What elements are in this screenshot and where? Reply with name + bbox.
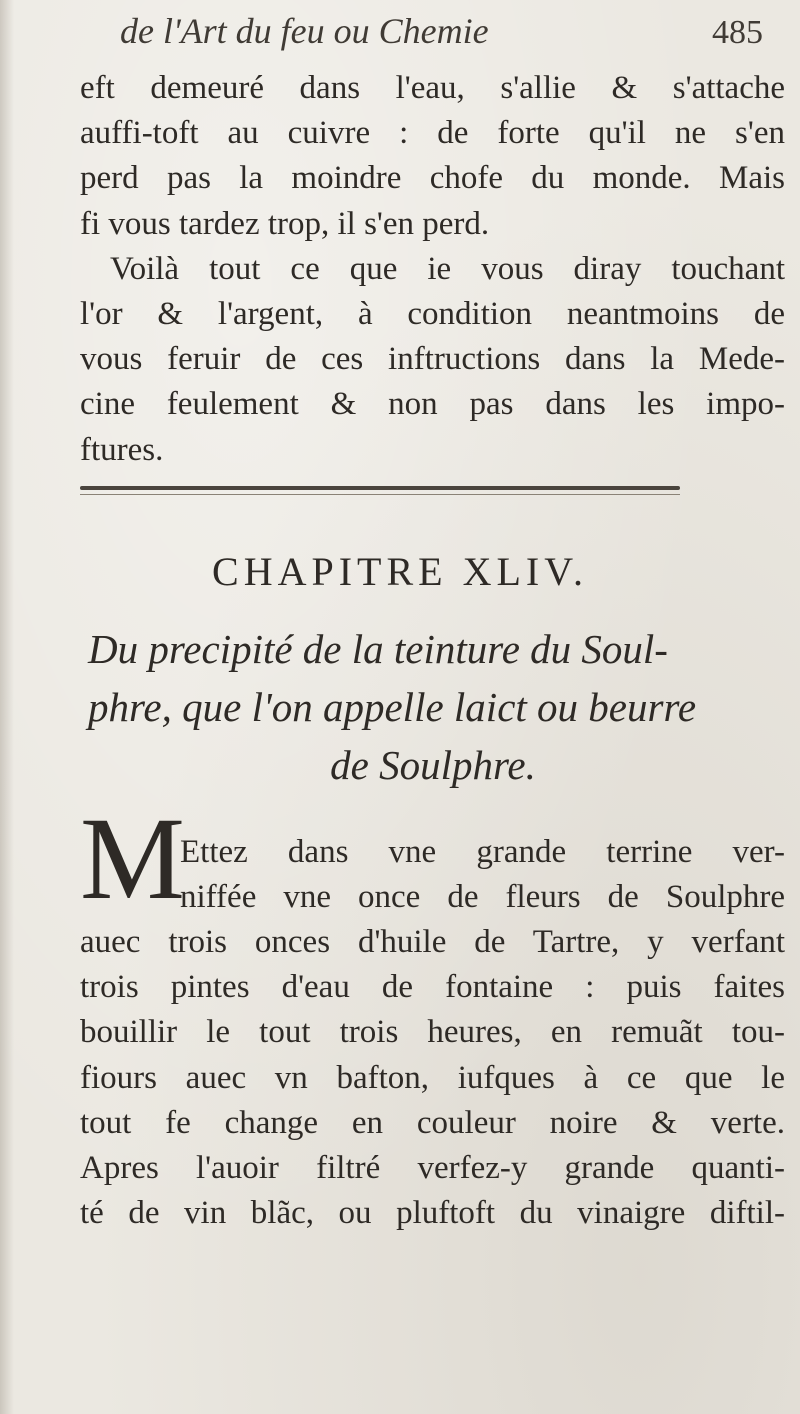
paragraph-opening bbox=[180, 830, 785, 920]
text-line: Apres l'auoir filtré verfez-y grande quanti- bbox=[80, 1150, 785, 1187]
text-line: Ettez dans vne grande terrine ver- bbox=[180, 834, 785, 870]
chapter-title-line: de Soulphre. bbox=[330, 742, 536, 788]
text-line: auec trois onces d'huile de Tartre, y verfant bbox=[80, 924, 785, 960]
gutter-shadow bbox=[0, 0, 14, 1414]
section-rule-thin bbox=[80, 494, 680, 495]
text-line: fiours auec vn bafton, iufques à ce que le bbox=[80, 1059, 785, 1096]
running-head: de l'Art du feu ou Chemie bbox=[120, 11, 489, 51]
text-line: perd pas la moindre chofe du monde. Mais bbox=[80, 160, 785, 197]
text-line: bouillir le tout trois heures, en remuãt tou- bbox=[80, 1014, 785, 1051]
text-line: fi vous tardez trop, il s'en perd. bbox=[80, 205, 490, 242]
text-line: Voilà tout ce que ie vous diray touchant bbox=[110, 250, 785, 287]
text-line: eft demeuré dans l'eau, s'allie & s'attache bbox=[80, 70, 785, 106]
chapter-title bbox=[88, 620, 778, 794]
drop-cap: M bbox=[80, 793, 185, 924]
chapter-heading: CHAPITRE XLIV. bbox=[212, 549, 588, 594]
text-line: vous feruir de ces inftructions dans la Mede- bbox=[80, 341, 785, 378]
text-line: niffée vne once de fleurs de Soulphre bbox=[180, 879, 785, 916]
text-line: auffi-toft au cuivre : de forte qu'il ne s'en bbox=[80, 115, 785, 152]
section-rule bbox=[80, 486, 680, 490]
text-line: cine feulement & non pas dans les impo- bbox=[80, 386, 785, 423]
chapter-title-line: Du precipité de la teinture du Soul- bbox=[88, 626, 668, 672]
text-line: tout fe change en couleur noire & verte. bbox=[80, 1104, 785, 1141]
text-line: l'or & l'argent, à condition neantmoins de bbox=[80, 296, 785, 333]
text-line: ftures. bbox=[80, 431, 164, 468]
paragraph-body bbox=[80, 920, 785, 1236]
text-line: trois pintes d'eau de fontaine : puis faites bbox=[80, 969, 785, 1006]
page-number: 485 bbox=[712, 14, 763, 51]
text-line: té de vin blãc, ou pluftoft du vinaigre diftil- bbox=[80, 1195, 785, 1232]
paragraph-continuation bbox=[80, 66, 785, 473]
chapter-title-line: phre, que l'on appelle laict ou beurre bbox=[88, 684, 697, 730]
